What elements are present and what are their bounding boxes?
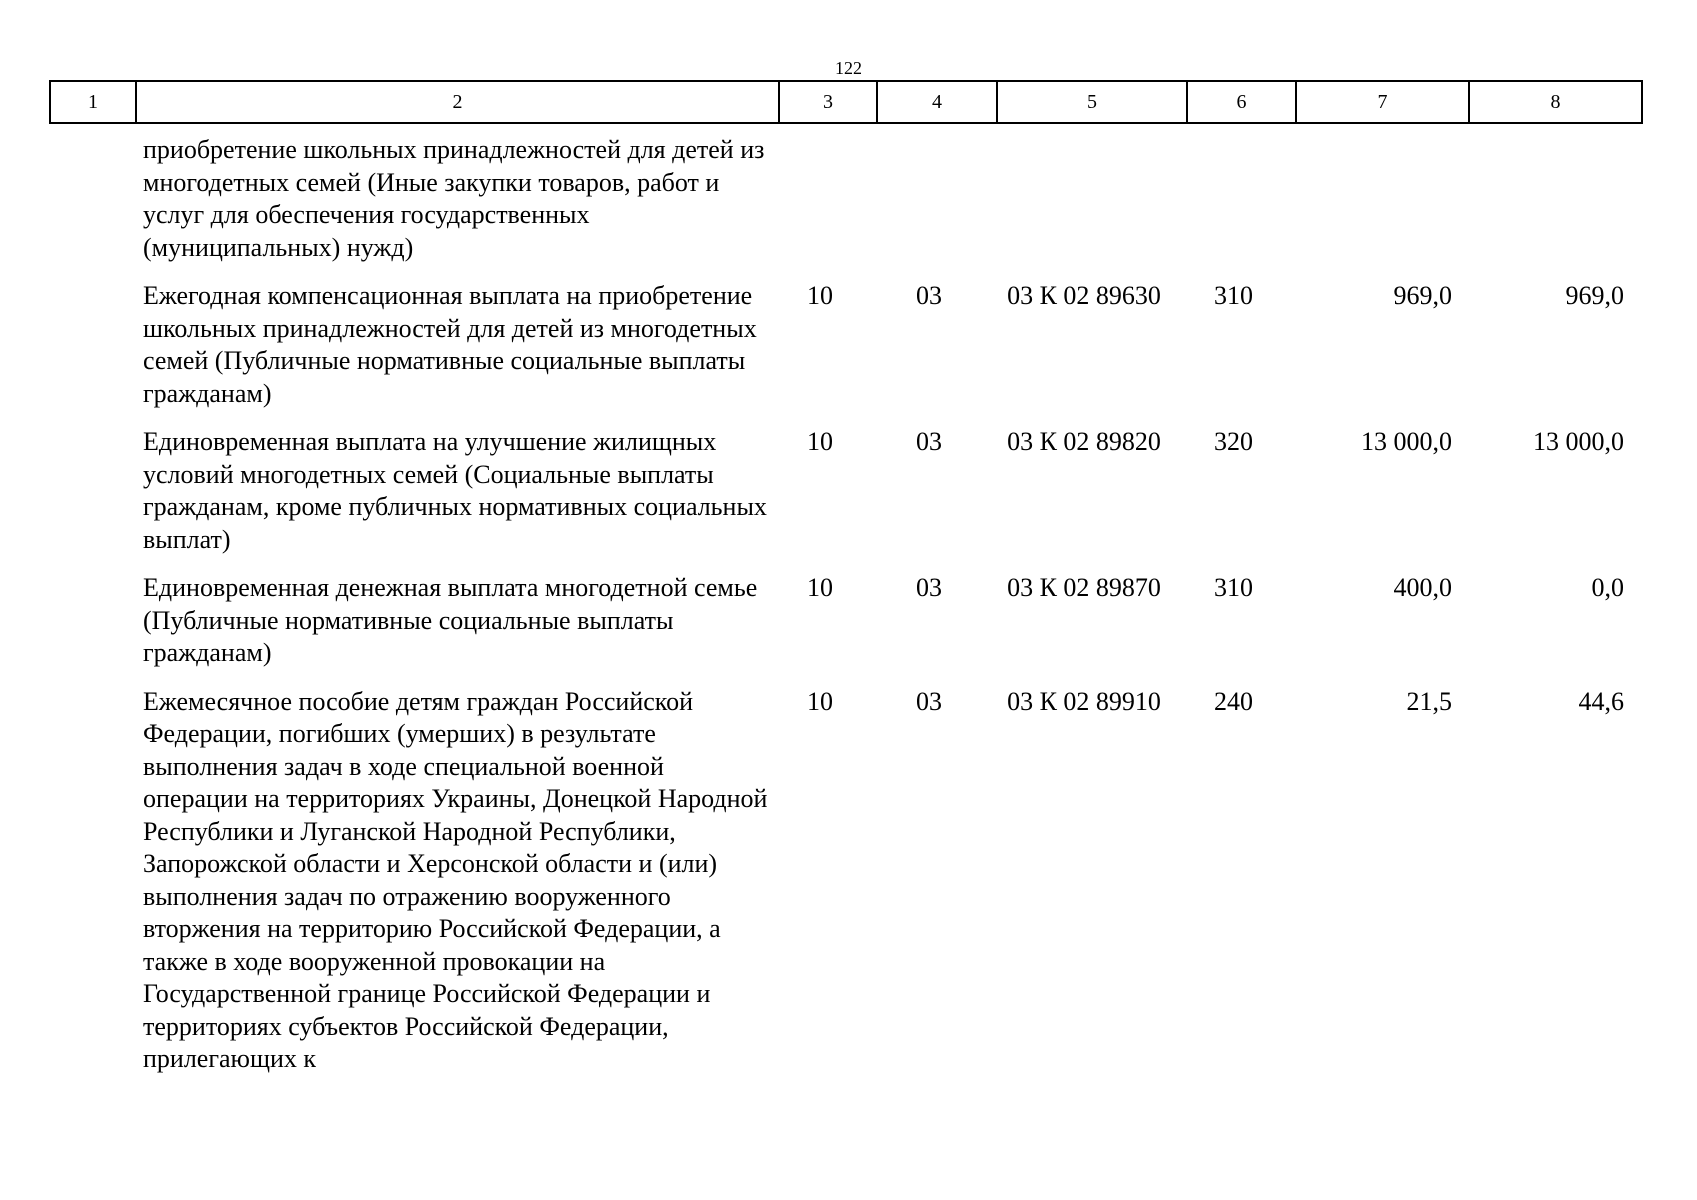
budget-table-body [49,134,1641,1092]
expense-name: Единовременная денежная выплата многодетной семье (Публичные нормативные социальные выплаты гражданам) [143,573,758,667]
expense-type-code: 320 [1214,427,1253,456]
header-col-2: 2 [136,81,779,123]
razdel-code: 10 [807,281,833,310]
expense-name: Единовременная выплата на улучшение жилищных условий многодетных семей (Социальные выплаты гражданам, кроме публичных нормативных социальных выплат) [143,427,767,554]
header-col-4: 4 [877,81,997,123]
target-article-code: 03 К 02 89870 [1007,573,1161,602]
expense-name: Ежегодная компенсационная выплата на приобретение школьных принадлежностей для детей из многодетных семей (Публичные нормативные социальные выплаты гражданам) [143,281,757,408]
amount-col-8: 969,0 [1565,281,1624,310]
expense-name: приобретение школьных принадлежностей для детей из многодетных семей (Иные закупки товаров, работ и услуг для обеспечения государственных (муниципальных) нужд) [143,135,765,262]
table-row [49,686,1641,1076]
header-col-1: 1 [50,81,136,123]
podrazdel-code: 03 [916,281,942,310]
amount-col-8: 44,6 [1578,686,1624,716]
podrazdel-code: 03 [916,427,942,456]
header-col-5: 5 [997,81,1187,123]
target-article-code: 03 К 02 89630 [1007,281,1161,310]
amount-col-8: 13 000,0 [1533,427,1624,456]
table-row [49,280,1641,410]
header-col-6: 6 [1187,81,1296,123]
table-row [49,426,1641,556]
amount-col-7: 21,5 [1406,686,1452,716]
expense-type-code: 310 [1214,281,1253,310]
column-number-header [49,80,1643,124]
amount-col-7: 969,0 [1393,281,1452,310]
amount-col-7: 400,0 [1393,573,1452,602]
header-col-8: 8 [1469,81,1642,123]
razdel-code: 10 [807,573,833,602]
expense-name: Ежемесячное пособие детям граждан Российской Федерации, погибших (умерших) в результате выполнения задач в ходе специальной военной операции на территориях Украины, Донецкой Народной Республики и Луганской Народной Республики, Запорожской области и Херсонской области и (или) выполнения задач по отражению вооруженного вторжения на территорию Российской Федерации, а также в ходе вооруженной провокации на Государственной границе Российской Федерации и территориях субъектов Российской Федерации, прилегающих к [143,686,768,1073]
target-article-code: 03 К 02 89820 [1007,427,1161,456]
podrazdel-code: 03 [916,686,942,716]
target-article-code: 03 К 02 89910 [1007,686,1161,716]
razdel-code: 10 [807,427,833,456]
table-row [49,134,1641,264]
razdel-code: 10 [807,686,833,716]
page-number: 122 [835,58,862,78]
expense-type-code: 310 [1214,573,1253,602]
amount-col-7: 13 000,0 [1361,427,1452,456]
expense-type-code: 240 [1214,686,1253,716]
table-row [49,572,1641,670]
amount-col-8: 0,0 [1591,573,1624,602]
header-col-3: 3 [779,81,877,123]
header-col-7: 7 [1296,81,1469,123]
podrazdel-code: 03 [916,573,942,602]
